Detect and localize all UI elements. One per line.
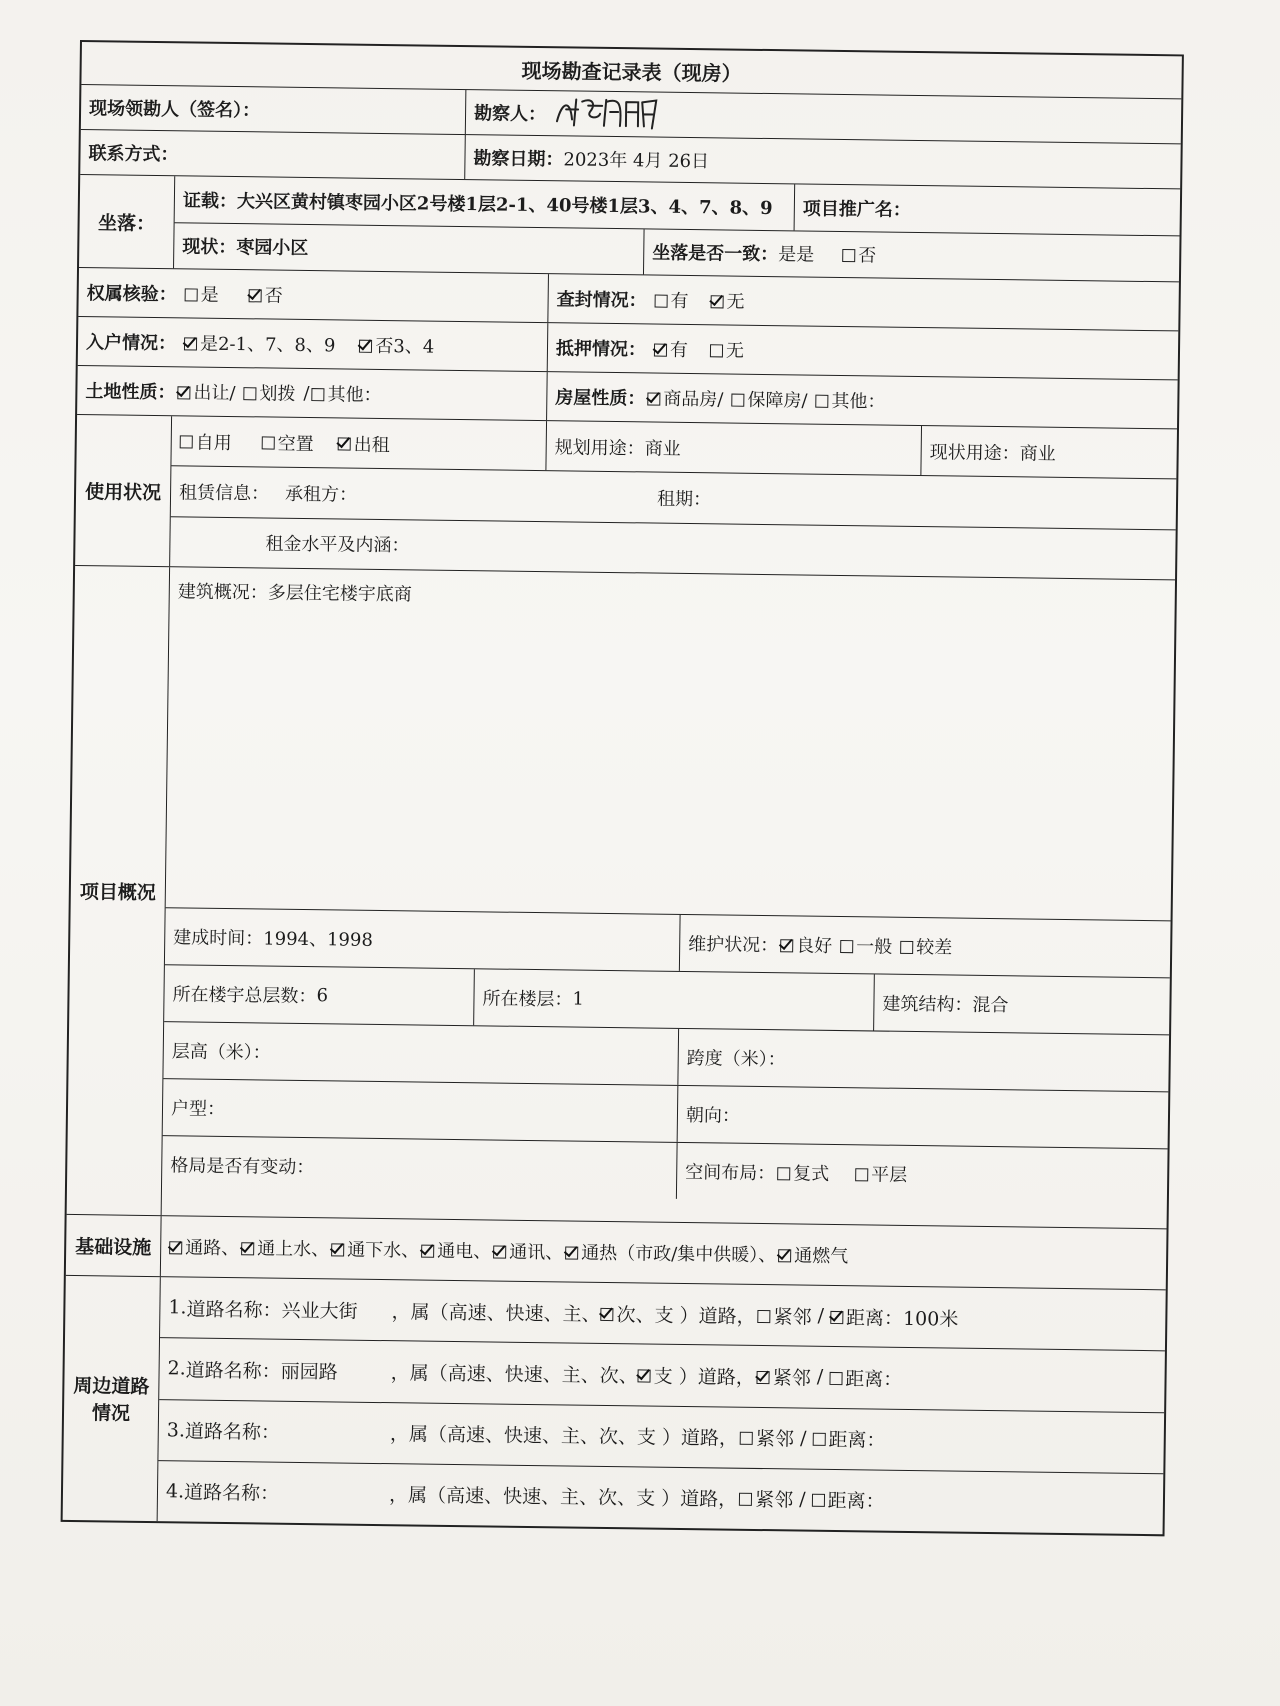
seal-label: 查封情况： (556, 289, 647, 312)
road-1-type-prefix: ，属（高速、快速、主、 (391, 1300, 601, 1326)
space-duplex: 复式 (793, 1163, 830, 1185)
usage-rent: 出租 (353, 434, 390, 456)
span-label: 跨度（米）： (686, 1048, 786, 1071)
location-label: 坐落： (79, 175, 175, 268)
ownership-no-checkbox[interactable] (249, 289, 262, 302)
road-1-number: 1. (168, 1296, 187, 1319)
road-1-adjacent-checkbox[interactable] (758, 1310, 771, 1323)
form-title: 现场勘查记录表（现房） (521, 58, 742, 86)
maintenance-poor: 较差 (916, 937, 953, 959)
seal-no: 无 (726, 291, 745, 313)
usage-vacant-checkbox[interactable] (262, 437, 275, 450)
house-affordable-checkbox[interactable] (731, 393, 744, 406)
structure-label: 建筑结构： (882, 993, 973, 1016)
usage-status-label: 使用状况 (75, 415, 172, 566)
infrastructure-label: 基础设施 (66, 1215, 162, 1276)
infra-drainage-checkbox[interactable] (331, 1243, 344, 1256)
road-3-branch: 支 ） (636, 1426, 682, 1450)
house-commercial-checkbox[interactable] (647, 392, 660, 405)
space-flat-checkbox[interactable] (855, 1168, 868, 1181)
land-allocation-checkbox[interactable] (243, 387, 256, 400)
road-1-branch: 支 ） (654, 1304, 699, 1327)
infra-telecom-checkbox[interactable] (493, 1245, 506, 1258)
road-2-adjacent: 紧邻 (772, 1367, 811, 1390)
road-4-number: 4. (165, 1480, 185, 1503)
road-1-adjacent: 紧邻 (773, 1305, 812, 1329)
land-transfer-checkbox[interactable] (177, 386, 190, 399)
infra-heating-checkbox[interactable] (565, 1246, 578, 1259)
cert-value: 大兴区黄村镇枣园小区2号楼1层2-1、40号楼1层3、4、7、8、9 (236, 190, 773, 219)
road-4-branch: 支 ） (635, 1487, 681, 1511)
built-time-value: 1994、1998 (263, 928, 374, 951)
road-2-road-word: 道路， (697, 1366, 755, 1389)
layout-change-label: 格局是否有变动： (162, 1136, 678, 1199)
road-row-4 (158, 1461, 1164, 1534)
building-overview-label: 建筑概况： (177, 581, 268, 604)
road-3-number: 3. (166, 1418, 186, 1442)
project-overview-label: 项目概况 (67, 566, 170, 1215)
entry-no-checkbox[interactable] (359, 339, 372, 352)
roads-label-line2: 情况 (91, 1402, 131, 1425)
location-consistent-yes: 是是 (778, 244, 815, 266)
date-label: 勘察日期： (473, 148, 564, 171)
infra-water-supply: 通上水、 (257, 1238, 330, 1261)
contact-label: 联系方式： (80, 130, 466, 179)
ownership-yes: 是 (200, 284, 219, 306)
maintenance-average-checkbox[interactable] (840, 940, 853, 953)
entry-no: 否3、4 (375, 335, 435, 358)
surveyor-signature (552, 91, 663, 137)
current-use-label: 现状用途： (929, 441, 1020, 464)
land-transfer: 出让/ (193, 382, 236, 405)
space-flat: 平层 (871, 1164, 908, 1186)
mortgage-label: 抵押情况： (555, 338, 647, 361)
road-2-name: 丽园路 (280, 1360, 338, 1384)
location-consistent-label: 坐落是否一致： (652, 242, 779, 266)
infra-drainage: 通下水、 (347, 1239, 420, 1262)
land-label: 土地性质： (85, 381, 176, 404)
planned-use-value: 商业 (644, 438, 681, 460)
location-consistent-no: 否 (858, 245, 877, 267)
road-2-name-label: 道路名称： (185, 1359, 281, 1383)
roads-label-line1: 周边道路 (73, 1375, 150, 1399)
road-4-adjacent-checkbox[interactable] (739, 1493, 752, 1506)
mortgage-yes: 有 (669, 339, 689, 361)
mortgage-no: 无 (725, 340, 745, 362)
lease-info-label: 租赁信息： (178, 482, 270, 505)
infra-heating: 通热（市政/集中供暖）、 (581, 1242, 777, 1267)
house-nature-label: 房屋性质： (555, 387, 646, 410)
survey-form-table (61, 40, 1184, 1536)
maintenance-label: 维护状况： (688, 934, 779, 957)
floor-value: 1 (572, 988, 585, 1010)
land-other: 其他： (327, 384, 382, 406)
road-3-distance-checkbox[interactable] (812, 1433, 825, 1446)
road-1-distance-value: 100米 (902, 1307, 959, 1331)
rent-level-label: 租金水平及内涵： (265, 533, 410, 557)
seal-no-checkbox[interactable] (711, 295, 724, 308)
house-commercial: 商品房/ (663, 388, 724, 411)
road-4-slash: / (799, 1488, 806, 1511)
infra-road: 通路、 (185, 1237, 240, 1260)
road-4-adjacent: 紧邻 (755, 1489, 794, 1512)
road-1-road-word: 道路， (698, 1304, 756, 1328)
maintenance-good: 良好 (796, 935, 833, 957)
usage-self-checkbox[interactable] (180, 435, 193, 448)
maintenance-average: 一般 (856, 936, 893, 958)
usage-rent-checkbox[interactable] (338, 438, 351, 451)
land-other-checkbox[interactable] (311, 388, 324, 401)
road-3-name (280, 1431, 390, 1432)
current-use-value: 商业 (1019, 442, 1056, 465)
land-separator: / (303, 382, 310, 404)
total-floors-value: 6 (316, 984, 329, 1006)
road-4-distance-label: 距离： (827, 1490, 885, 1514)
road-2-adjacent-checkbox[interactable] (757, 1371, 770, 1384)
road-3-distance-label: 距离： (828, 1429, 886, 1452)
road-2-number: 2. (167, 1357, 186, 1380)
road-2-distance-checkbox[interactable] (829, 1372, 842, 1385)
seal-yes: 有 (670, 290, 689, 312)
ownership-label: 权属核验： (86, 283, 177, 306)
infra-road-checkbox[interactable] (169, 1241, 182, 1254)
structure-value: 混合 (972, 994, 1009, 1017)
road-4-name (279, 1493, 389, 1494)
house-affordable: 保障房/ (747, 389, 808, 412)
road-2-type-prefix: ，属（高速、快速、主、 (390, 1362, 600, 1387)
road-2-distance-label: 距离： (845, 1368, 903, 1391)
road-2-branch: 支 ） (653, 1365, 698, 1389)
infra-power-checkbox[interactable] (421, 1244, 434, 1257)
house-other-checkbox[interactable] (815, 394, 828, 407)
road-2-slash: / (816, 1366, 824, 1389)
building-overview-value: 多层住宅楼宇底商 (267, 582, 412, 606)
date-value: 2023年 4月 26日 (563, 149, 710, 173)
road-3-type-prefix: ，属（高速、快速、主、 (389, 1423, 600, 1449)
tenant-label: 承租方： (284, 483, 358, 506)
road-2-secondary: 次、 (599, 1364, 638, 1388)
road-1-distance-checkbox[interactable] (830, 1311, 843, 1324)
infra-power: 通电、 (437, 1240, 492, 1263)
entry-yes: 是2-1、7、8、9 (199, 333, 336, 357)
road-1-slash: / (817, 1304, 825, 1327)
current-location-label: 现状： (182, 236, 237, 259)
road-3-road-word: 道路， (680, 1427, 739, 1450)
planned-use-label: 规划用途： (554, 436, 645, 460)
total-floors-label: 所在楼宇总层数： (172, 984, 317, 1008)
built-time-label: 建成时间： (173, 927, 264, 950)
ownership-no: 否 (264, 285, 283, 307)
ownership-yes-checkbox[interactable] (185, 288, 198, 301)
land-allocation: 划拨 (259, 383, 296, 405)
usage-vacant: 空置 (277, 433, 314, 455)
infra-gas: 通燃气 (794, 1245, 849, 1268)
seal-yes-checkbox[interactable] (655, 294, 668, 307)
road-1-distance-label: 距离： (845, 1306, 904, 1330)
road-3-adjacent-checkbox[interactable] (740, 1432, 753, 1445)
lease-term-label: 租期： (656, 488, 712, 511)
usage-self: 自用 (195, 432, 232, 454)
road-1-name: 兴业大街 (281, 1299, 358, 1323)
infra-gas-checkbox[interactable] (778, 1249, 791, 1262)
current-location-value: 枣园小区 (236, 237, 309, 260)
entry-label: 入户情况： (85, 332, 177, 355)
infra-telecom: 通讯、 (509, 1241, 564, 1264)
road-1-secondary-checkbox[interactable] (600, 1308, 613, 1321)
floor-height-label: 层高（米）： (163, 1022, 679, 1085)
entry-yes-checkbox[interactable] (184, 337, 197, 350)
road-1-secondary: 次、 (616, 1303, 655, 1327)
road-4-road-word: 道路， (680, 1488, 738, 1512)
maintenance-good-checkbox[interactable] (780, 939, 793, 952)
mortgage-no-checkbox[interactable] (710, 344, 723, 357)
mortgage-yes-checkbox[interactable] (654, 343, 667, 356)
floor-label: 所在楼层： (482, 988, 573, 1011)
road-4-type-prefix: ，属（高速、快速、主、 (388, 1484, 599, 1510)
promo-name-label: 项目推广名： (802, 198, 911, 221)
road-2-branch-checkbox[interactable] (638, 1369, 651, 1382)
road-3-adjacent: 紧邻 (755, 1428, 795, 1451)
house-other: 其他： (831, 390, 886, 413)
space-duplex-checkbox[interactable] (777, 1167, 790, 1180)
road-4-secondary: 次、 (597, 1487, 637, 1510)
lead-signature-label: 现场领勘人（签名）： (81, 85, 467, 134)
orientation-label: 朝向： (685, 1105, 741, 1127)
road-4-name-label: 道路名称： (183, 1481, 280, 1506)
road-1-name-label: 道路名称： (186, 1298, 282, 1322)
cert-label: 证载： (182, 190, 238, 212)
surveyor-label: 勘察人： (473, 103, 547, 126)
unit-type-label: 户型： (163, 1079, 679, 1142)
road-4-distance-checkbox[interactable] (812, 1494, 825, 1507)
road-3-slash: / (799, 1427, 807, 1450)
location-consistent-no-checkbox[interactable] (842, 249, 855, 262)
road-3-secondary: 次、 (598, 1426, 638, 1449)
infra-water-supply-checkbox[interactable] (241, 1242, 254, 1255)
road-3-name-label: 道路名称： (184, 1420, 281, 1444)
space-layout-label: 空间布局： (685, 1162, 776, 1185)
maintenance-poor-checkbox[interactable] (900, 940, 913, 953)
